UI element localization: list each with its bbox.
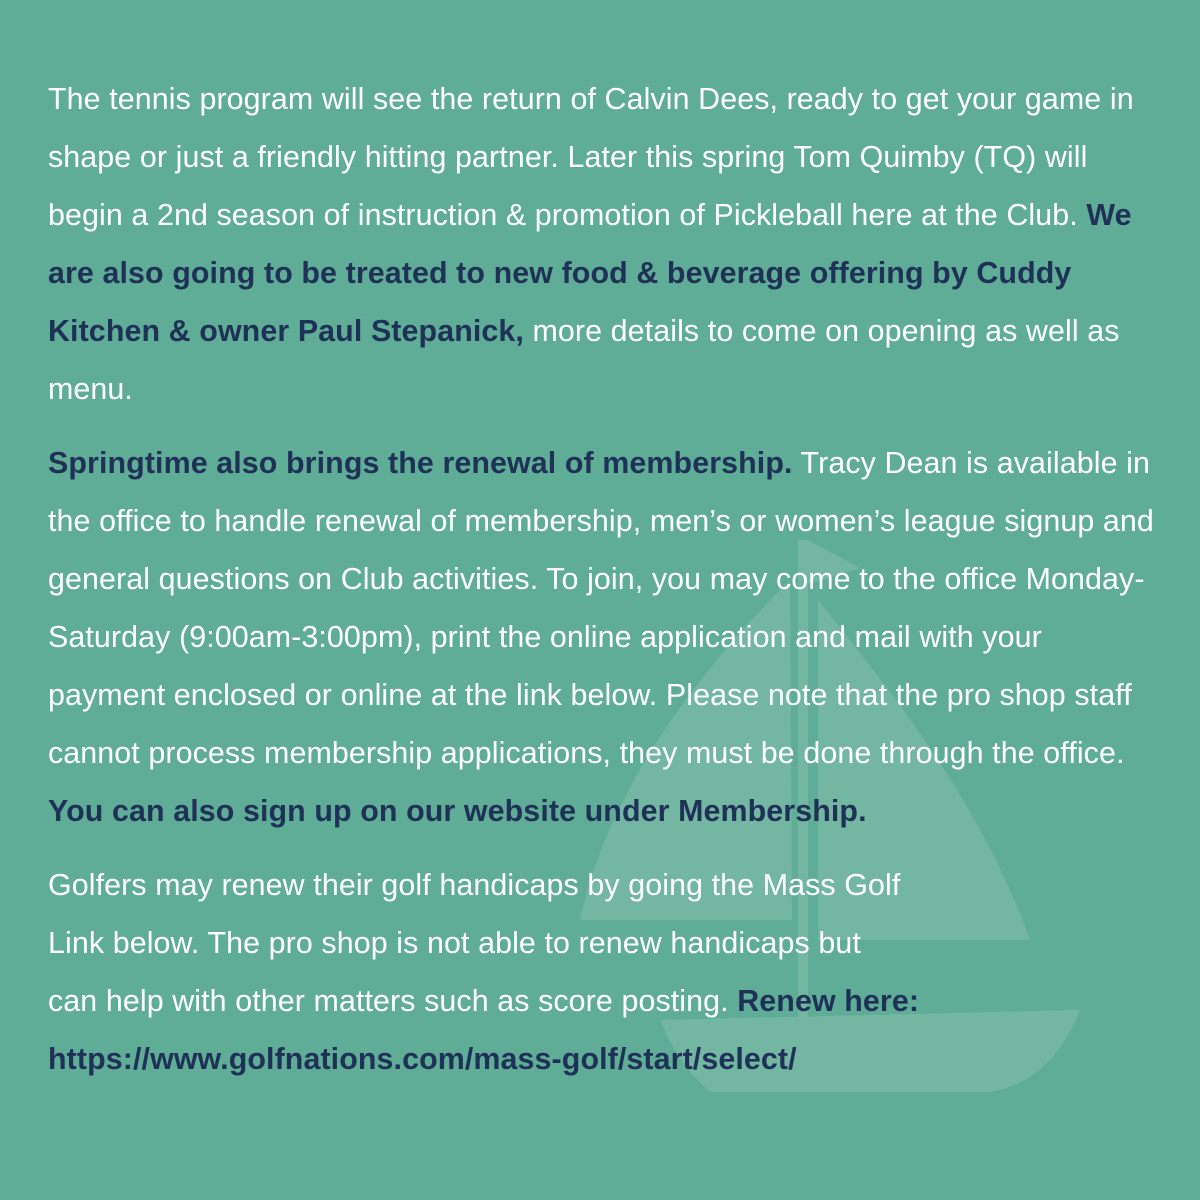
- renew-label: Renew here:: [737, 984, 920, 1018]
- golf-text-line-2: Link below. The pro shop is not able to renew handicaps but: [48, 926, 861, 960]
- article-body: [48, 70, 1163, 1104]
- website-signup-note: You can also sign up on our website under Membership.: [48, 794, 867, 828]
- tennis-text-end: more details to come on opening as well as menu.: [48, 314, 1120, 406]
- paragraph-membership: [48, 434, 1163, 840]
- tennis-text: The tennis program will see the return of Calvin Dees, ready to get your game in shape or just a friendly hitting partner. Later this spring Tom Quimby (TQ) will begin a 2nd season of instruction & promotion of Pickleball here at the Club.: [48, 82, 1134, 232]
- golf-text-line-3: can help with other matters such as score posting.: [48, 984, 738, 1018]
- golf-renew-link[interactable]: https://www.golfnations.com/mass-golf/start/select/: [48, 1042, 797, 1076]
- membership-text: Tracy Dean is available in the office to handle renewal of membership, men’s or women’s league signup and general questions on Club activities. To join, you may come to the office Monday-Saturday (9:00am-3:00pm), print the online application and mail with your payment enclosed or online at the link below. Please note that the pro shop staff cannot process membership applications, they must be done through the office.: [48, 446, 1154, 770]
- paragraph-tennis: [48, 70, 1163, 418]
- golf-text-line-1: Golfers may renew their golf handicaps by going the Mass Golf: [48, 868, 901, 902]
- paragraph-golf: [48, 856, 1163, 1088]
- food-announcement: We are also going to be treated to new food & beverage offering by Cuddy Kitchen & owner Paul Stepanick,: [48, 198, 1132, 348]
- membership-heading: Springtime also brings the renewal of membership.: [48, 446, 793, 480]
